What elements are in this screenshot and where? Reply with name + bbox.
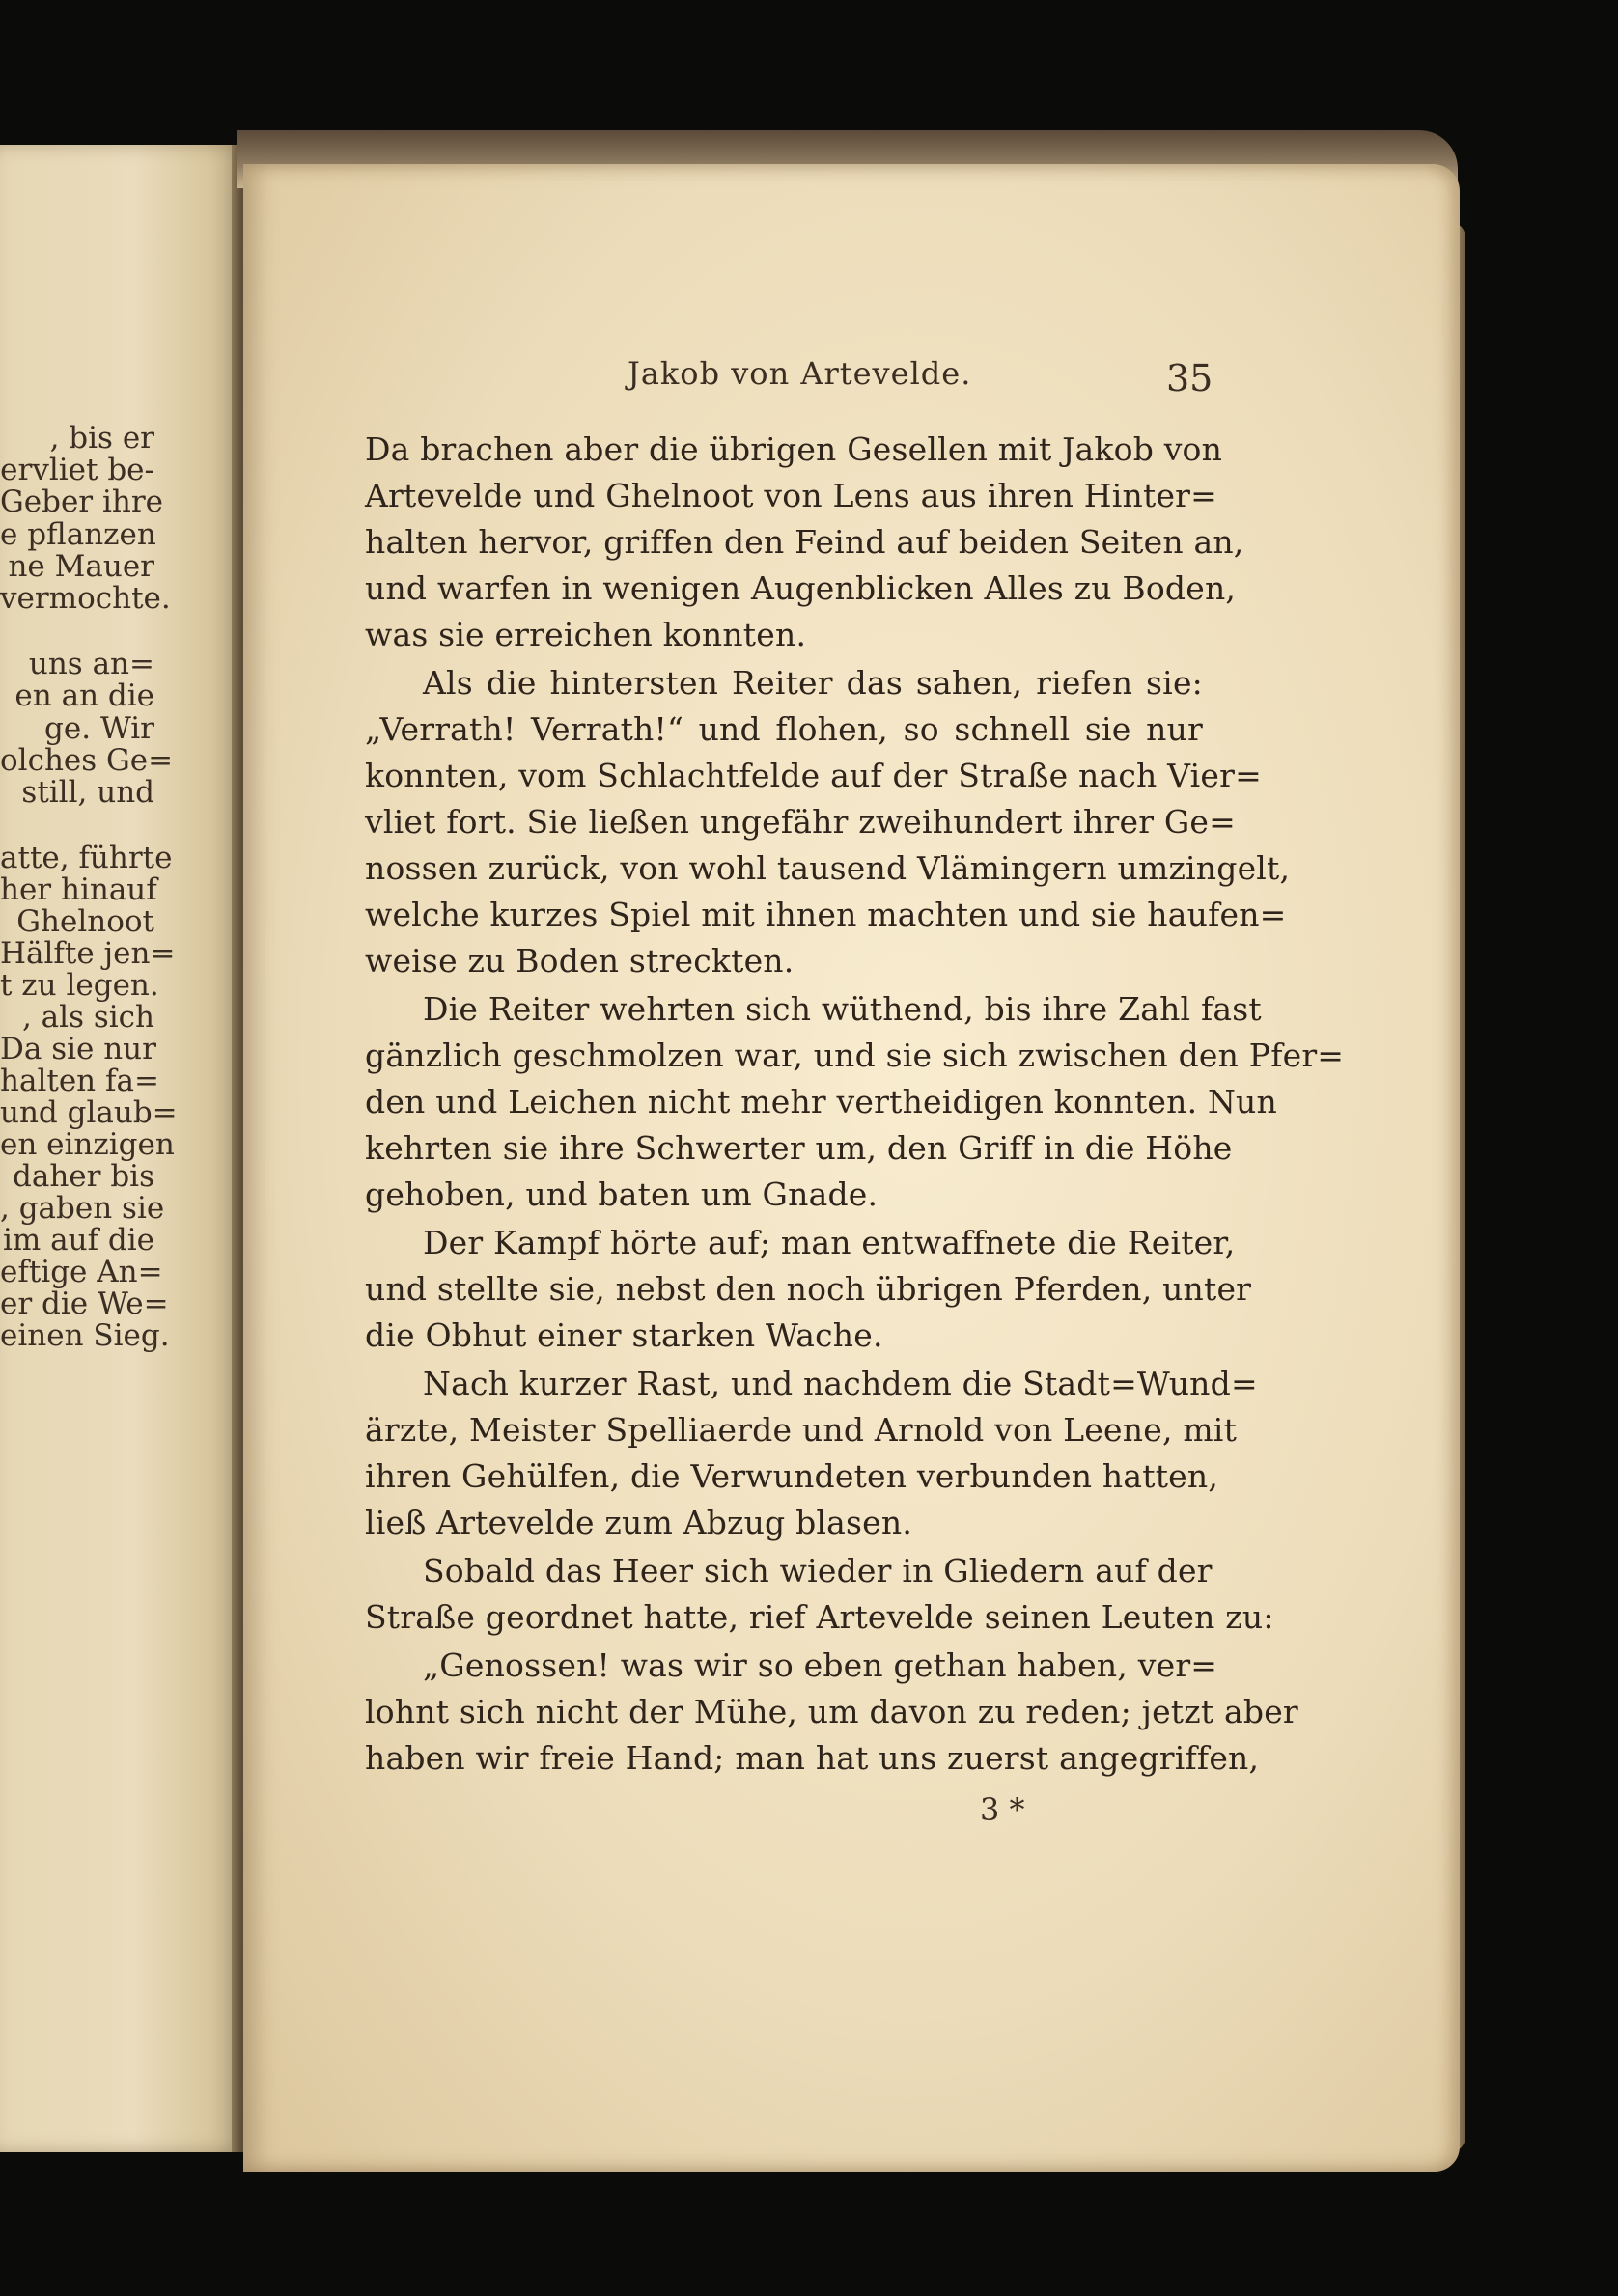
body-line: kehrten sie ihre Schwerter um, den Griff in die Höhe [365,1129,1233,1167]
body-line: ließ Artevelde zum Abzug blasen. [365,1504,913,1541]
page-number: 35 [1166,357,1214,400]
body-line: die Obhut einer starken Wache. [365,1316,883,1354]
body-line: gehoben, und baten um Gnade. [365,1176,879,1213]
body-line: ärzte, Meister Spelliaerde und Arnold von Leene, mit [365,1411,1238,1449]
left-page-line: e pflanzen [0,517,156,552]
body-line: Sobald das Heer sich wieder in Gliedern auf der [423,1552,1213,1590]
left-page-line: still, und [21,775,154,810]
body-line: welche kurzes Spiel mit ihnen machten und sie haufen= [365,896,1287,933]
body-line: gänzlich geschmolzen war, und sie sich zwischen den Pfer= [365,1037,1345,1074]
left-page-line: einen Sieg. [0,1318,170,1353]
body-line: „Genossen! was wir so eben gethan haben, ver= [423,1646,1218,1684]
left-page-line: Hälfte jen= [0,936,176,971]
body-line: konnten, vom Schlachtfelde auf der Straße nach Vier= [365,757,1262,794]
left-page-line: vermochte. [0,581,171,616]
running-head: Jakob von Artevelde. [628,355,972,392]
left-page-line: er die We= [0,1286,169,1321]
left-page-line: und glaub= [0,1095,178,1130]
left-page-line: Ghelnoot [16,904,154,939]
left-page-line: , bis er [49,421,154,456]
left-page-line: , gaben sie [0,1191,165,1226]
body-line: Da brachen aber die übrigen Gesellen mit Jakob von [365,430,1223,468]
body-line: und warfen in wenigen Augenblicken Alles zu Boden, [365,569,1237,607]
body-line: Artevelde und Ghelnoot von Lens aus ihren Hinter= [365,477,1218,514]
body-line: ihren Gehülfen, die Verwundeten verbunden hatten, [365,1457,1219,1495]
body-line: den und Leichen nicht mehr vertheidigen konnten. Nun [365,1083,1277,1120]
left-page-line: daher bis [13,1159,154,1194]
left-page-line: Da sie nur [0,1032,156,1066]
left-page-line: en einzigen [0,1127,175,1162]
left-page-line: uns an= [28,647,154,681]
body-line: haben wir freie Hand; man hat uns zuerst angegriffen, [365,1739,1260,1777]
left-page-line: im auf die [2,1223,154,1258]
body-line: vliet fort. Sie ließen ungefähr zweihundert ihrer Ge= [365,803,1237,841]
body-line: Nach kurzer Rast, und nachdem die Stadt=Wund= [423,1365,1258,1402]
body-line: Die Reiter wehrten sich wüthend, bis ihre Zahl fast [423,990,1262,1028]
body-line: lohnt sich nicht der Mühe, um davon zu reden; jetzt aber [365,1693,1298,1730]
left-page-line: halten fa= [0,1064,159,1098]
left-page-line: ervliet be- [0,453,154,487]
left-page-line: ne Mauer [8,549,154,584]
signature-mark: 3 * [980,1791,1025,1828]
left-page [0,145,243,2152]
left-page-line: Geber ihre [0,484,164,519]
body-line: Der Kampf hörte auf; man entwaffnete die Reiter, [423,1224,1236,1261]
body-line: nossen zurück, von wohl tausend Vlämingern umzingelt, [365,849,1291,887]
left-page-line: olches Ge= [0,743,174,778]
left-page-line: ge. Wir [44,711,154,746]
left-page-line: en an die [14,678,154,713]
body-line: was sie erreichen konnten. [365,616,807,653]
left-page-line: eftige An= [0,1255,163,1289]
left-page-line: atte, führte [0,841,173,875]
body-line: halten hervor, griffen den Feind auf beiden Seiten an, [365,523,1244,561]
body-line: Straße geordnet hatte, rief Artevelde seinen Leuten zu: [365,1598,1274,1636]
body-line: „Verrath! Verrath!“ und flohen, so schnell sie nur [365,710,1203,748]
body-line: Als die hintersten Reiter das sahen, riefen sie: [423,664,1203,702]
left-page-line: her hinauf [0,872,157,907]
body-line: weise zu Boden streckten. [365,942,795,980]
left-page-line: , als sich [21,1000,154,1035]
left-page-line: t zu legen. [0,968,159,1003]
body-line: und stellte sie, nebst den noch übrigen Pferden, unter [365,1270,1252,1308]
